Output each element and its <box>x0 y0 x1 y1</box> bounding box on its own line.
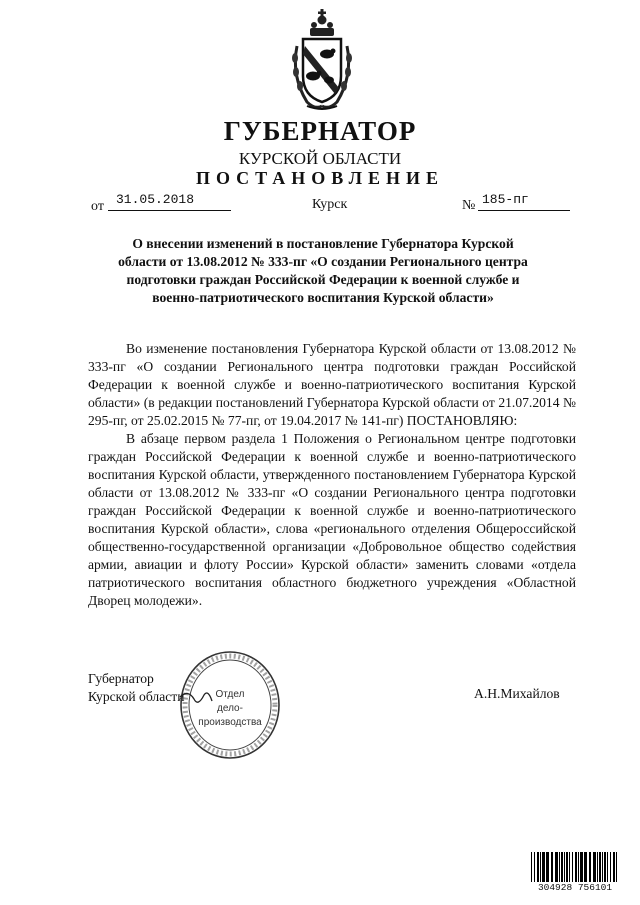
barcode-bar <box>602 852 603 882</box>
barcode-digits: 304928 756101 <box>530 882 620 893</box>
barcode-bar <box>540 852 541 882</box>
barcode-bar <box>616 852 617 882</box>
barcode-bar <box>593 852 596 882</box>
barcode-bar <box>559 852 560 882</box>
barcode-bar <box>531 852 532 882</box>
barcode-bar <box>575 852 577 882</box>
barcode-bar <box>542 852 545 882</box>
governor-heading: ГУБЕРНАТОР <box>223 116 417 146</box>
body-paragraph: Во изменение постановления Губернатора Курской области от 13.08.2012 № 333-пг «О создании Регионального центра подготовки граждан Российской Федерации к военной службе и военно-патриотического воспитания Курской области» (в редакции постановлений Губернатора Курской области от 21.07.2014 № 295-пг, от 25.02.2015 № 77-пг, от 19.04.2017 № 141-пг) ПОСТАНОВЛЯЮ: <box>88 341 576 428</box>
seal-text-line: производства <box>198 717 262 728</box>
office-stamp-icon <box>178 649 282 761</box>
decree-date: 31.05.2018 <box>108 192 231 211</box>
body-paragraph: В абзаце первом раздела 1 Положения о Региональном центре подготовки граждан Российской Федерации к военной службе и военно-патриотического воспитания Курской области, утвержденного постановлением Губернатора Курской области от 13.08.2012 № 333-пг «О создании Регионального центра подготовки граждан Российской Федерации к военной службе и военно-патриотического воспитания Курской области», слова «регионального отделения Общероссийской общественно-государственной организации «Добровольное общество содействия армии, авиации и флоту России» Курской области» заменить словами «отдела патриотического воспитания областного бюджетного учреждения «Областной Дворец молодежи». <box>88 431 576 608</box>
city-label: Курск <box>312 197 348 212</box>
barcode-bar <box>555 852 558 882</box>
title-line: области от 13.08.2012 № 333-пг «О создании Регионального центра <box>118 254 528 269</box>
signer-position-line: Курской области <box>88 689 185 704</box>
region-heading: КУРСКОЙ ОБЛАСТИ <box>238 149 402 168</box>
barcode-bar <box>537 852 539 882</box>
barcode-bar <box>561 852 563 882</box>
barcode-bar <box>572 852 573 882</box>
decree-number: 185-пг <box>478 192 570 211</box>
kursk-coat-of-arms-icon <box>289 6 355 114</box>
signer-position-line: Губернатор <box>88 671 154 686</box>
number-label: № <box>462 198 476 213</box>
barcode-bar <box>604 852 606 882</box>
barcode-bar <box>607 852 608 882</box>
barcode-bar <box>566 852 568 882</box>
barcode-bar <box>578 852 579 882</box>
barcode-bar <box>546 852 549 882</box>
barcode-bar <box>580 852 583 882</box>
title-line: О внесении изменений в постановление Губернатора Курской <box>132 236 514 251</box>
title-line: подготовки граждан Российской Федерации к военной службе и <box>126 272 520 287</box>
barcode-bar <box>597 852 598 882</box>
barcode-bar <box>613 852 615 882</box>
barcode-bar <box>569 852 570 882</box>
title-line: военно-патриотического воспитания Курской области» <box>152 290 494 305</box>
signer-position <box>88 670 185 706</box>
seal-text-line: дело- <box>217 703 243 714</box>
barcode-bar <box>564 852 565 882</box>
barcode-bar <box>534 852 535 882</box>
decree-body <box>88 340 576 610</box>
barcode-bar <box>599 852 601 882</box>
seal-text-line: Отдел <box>215 689 245 700</box>
date-label: от <box>91 199 104 214</box>
barcode-bar <box>584 852 587 882</box>
barcode-bar <box>610 852 611 882</box>
barcode-bar <box>551 852 553 882</box>
decree-heading: ПОСТАНОВЛЕНИЕ <box>195 168 445 188</box>
barcode-bar <box>589 852 591 882</box>
decree-title <box>88 235 558 307</box>
signer-name: А.Н.Михайлов <box>474 686 560 701</box>
